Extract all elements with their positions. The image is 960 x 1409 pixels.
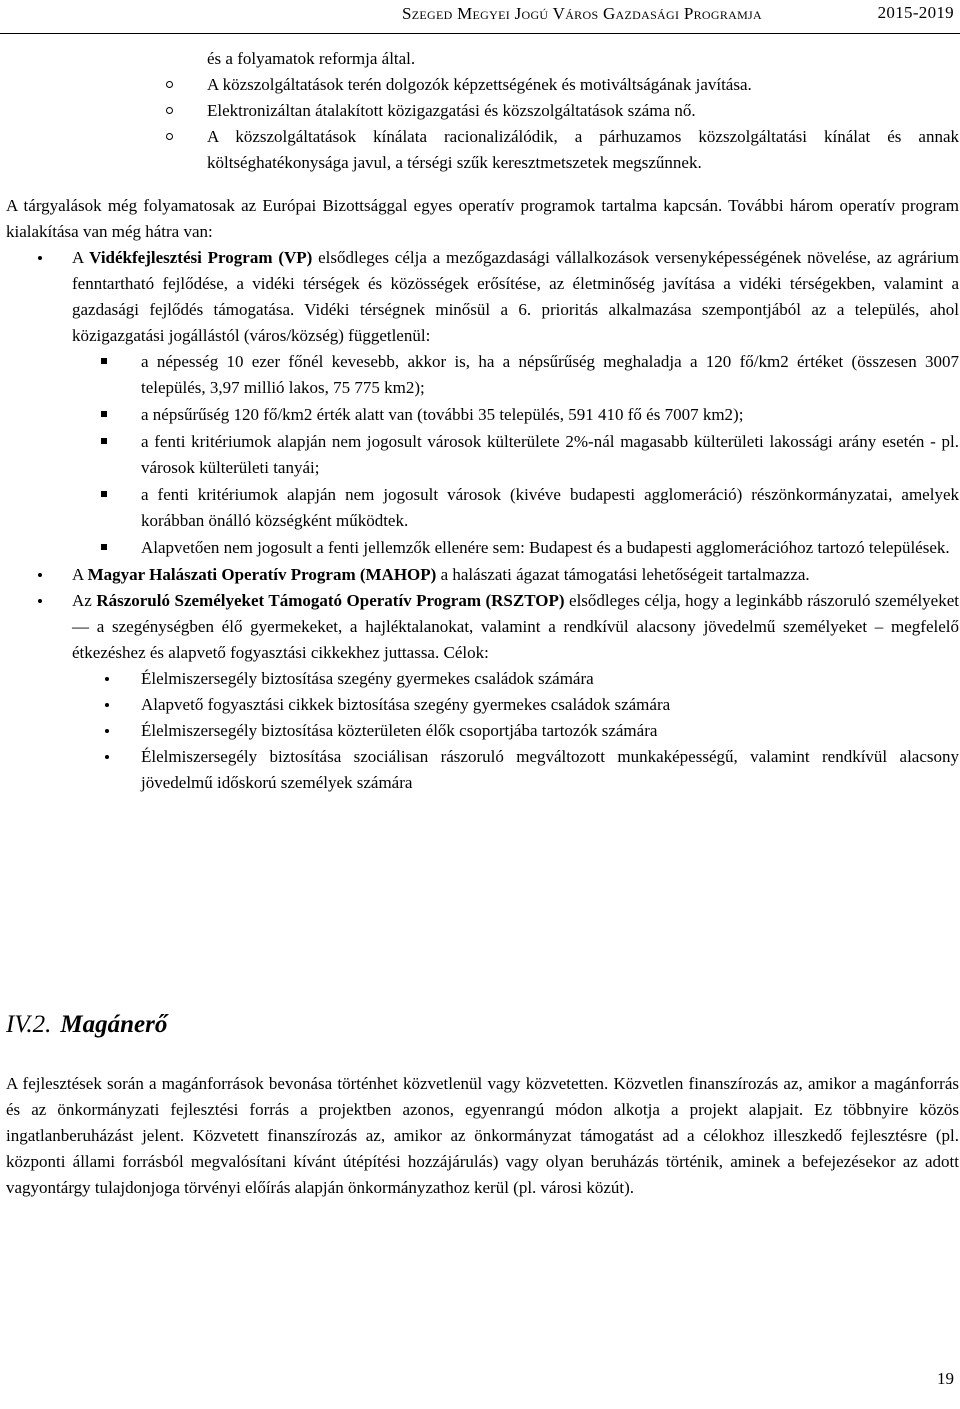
header-title: Szeged Megyei Jogú Város Gazdasági Programja (402, 4, 762, 23)
criteria-item: a fenti kritériumok alapján nem jogosult városok (kivéve budapesti agglomeráció) részönkormányzatai, amelyek korábban önálló községként működtek. (141, 482, 959, 534)
objective-item: A közszolgáltatások terén dolgozók képzettségének és motiváltságának javítása. (207, 72, 959, 98)
vp-prefix: A (72, 248, 90, 267)
mahop-prefix: A (72, 565, 88, 584)
page-header (0, 0, 960, 34)
section-heading (6, 1011, 167, 1039)
vp-criteria-list (6, 349, 959, 561)
mahop-name: Magyar Halászati Operatív Program (MAHOP) (87, 565, 437, 584)
program-item-rsztop (72, 588, 959, 796)
paragraph-private-funding: A fejlesztések során a magánforrások bevonása történhet közvetlenül vagy közvetetten. Közvetlen finanszírozás az, amikor a magánforrás és az önkormányzati fejlesztési forrás a projektben azonos, egyenrangú módon alkotja a projekt alapjait. Ez többnyire közös ingatlanberuházást jelent. Közvetett finanszírozás az, amikor az önkormányzat támogatást ad a célokhoz illeszkedő fejlesztésre (pl. központi állami forrásból megvalósítani kívánt útépítési hozzájárulás) vagy olyan beruházás történik, aminek a befejezésekor az adott vagyontárgy tulajdonjoga törvényi előírás alapján önkormányzathoz kerül (pl. városi közút). (6, 1074, 959, 1197)
goal-item: Élelmiszersegély biztosítása közterületen élők csoportjába tartozók számára (141, 718, 959, 744)
objective-continuation: és a folyamatok reformja által. (207, 49, 416, 68)
section-body (6, 1071, 959, 1201)
section-title: Magánerő (60, 1011, 168, 1038)
goal-item: Élelmiszersegély biztosítása szegény gyermekes családok számára (141, 666, 959, 692)
rsztop-prefix: Az (72, 591, 97, 610)
criteria-item: a népsűrűség 120 fő/km2 érték alatt van (további 35 település, 591 410 fő és 7007 km2); (141, 402, 959, 428)
criteria-item: a népesség 10 ezer főnél kevesebb, akkor is, ha a népsűrűség meghaladja a 120 fő/km2 értéket (összesen 3007 település, 3,97 millió lakos, 75 775 km2); (141, 349, 959, 401)
criteria-item: Alapvetően nem jogosult a fenti jellemzők ellenére sem: Budapest és a budapesti agglomerációhoz tartozó települések. (141, 535, 959, 561)
goal-item: Alapvető fogyasztási cikkek biztosítása szegény gyermekes családok számára (141, 692, 959, 718)
objective-item: Elektronizáltan átalakított közigazgatási és közszolgáltatások száma nő. (207, 98, 959, 124)
goal-item: Élelmiszersegély biztosítása szociálisan rászoruló megváltozott munkaképességű, valamint rendkívül alacsony jövedelmű időskorú személyek számára (141, 744, 959, 796)
objectives-list (6, 46, 959, 176)
rsztop-description: elsődleges célja, hogy a leginkább rászoruló személyeket — a szegénységben élő gyermekeket, a hajléktalanokat, valamint a rendkívül alacsony jövedelmű személyeket – megfelelő étkezéshez és alapvető fogyasztási cikkekhez juttassa. Célok: (72, 591, 959, 662)
vp-description: elsődleges célja a mezőgazdasági vállalkozások versenyképességének növelése, az agrárium fenntartható fejlődése, a vidéki térségek és közösségek erősítése, az életminőség javítása a vidéki térségekben, valamint a gazdasági fejlődés támogatása. Vidéki térségnek minősül a 6. prioritás alkalmazása szempontjából az a település, ahol közigazgatási jogállástól (város/község) függetlenül: (72, 248, 959, 345)
objective-item: A közszolgáltatások kínálata racionalizálódik, a párhuzamos közszolgáltatási kínálat és annak költséghatékonysága javul, a térségi szűk keresztmetszetek megszűnnek. (207, 124, 959, 176)
criteria-item: a fenti kritériumok alapján nem jogosult városok külterülete 2%-nál magasabb külterületi lakossági arány esetén - pl. városok külterületi tanyái; (141, 429, 959, 481)
mahop-description: a halászati ágazat támogatási lehetőségeit tartalmazza. (436, 565, 810, 584)
vp-name: Vidékfejlesztési Program (VP) (89, 248, 313, 267)
page-number: 19 (937, 1369, 954, 1388)
program-item-vp (72, 245, 959, 561)
rsztop-goals-list (6, 666, 959, 796)
programs-list (6, 245, 959, 796)
paragraph-negotiations: A tárgyalások még folyamatosak az Európai Bizottsággal egyes operatív programok tartalma kapcsán. További három operatív program kialakítása van még hátra van: (6, 196, 959, 241)
page-body (6, 46, 959, 796)
program-item-mahop (72, 562, 959, 588)
section-number: IV.2. (6, 1011, 52, 1038)
header-years: 2015-2019 (877, 3, 954, 22)
rsztop-name: Rászoruló Személyeket Támogató Operatív Program (RSZTOP) (96, 591, 565, 610)
